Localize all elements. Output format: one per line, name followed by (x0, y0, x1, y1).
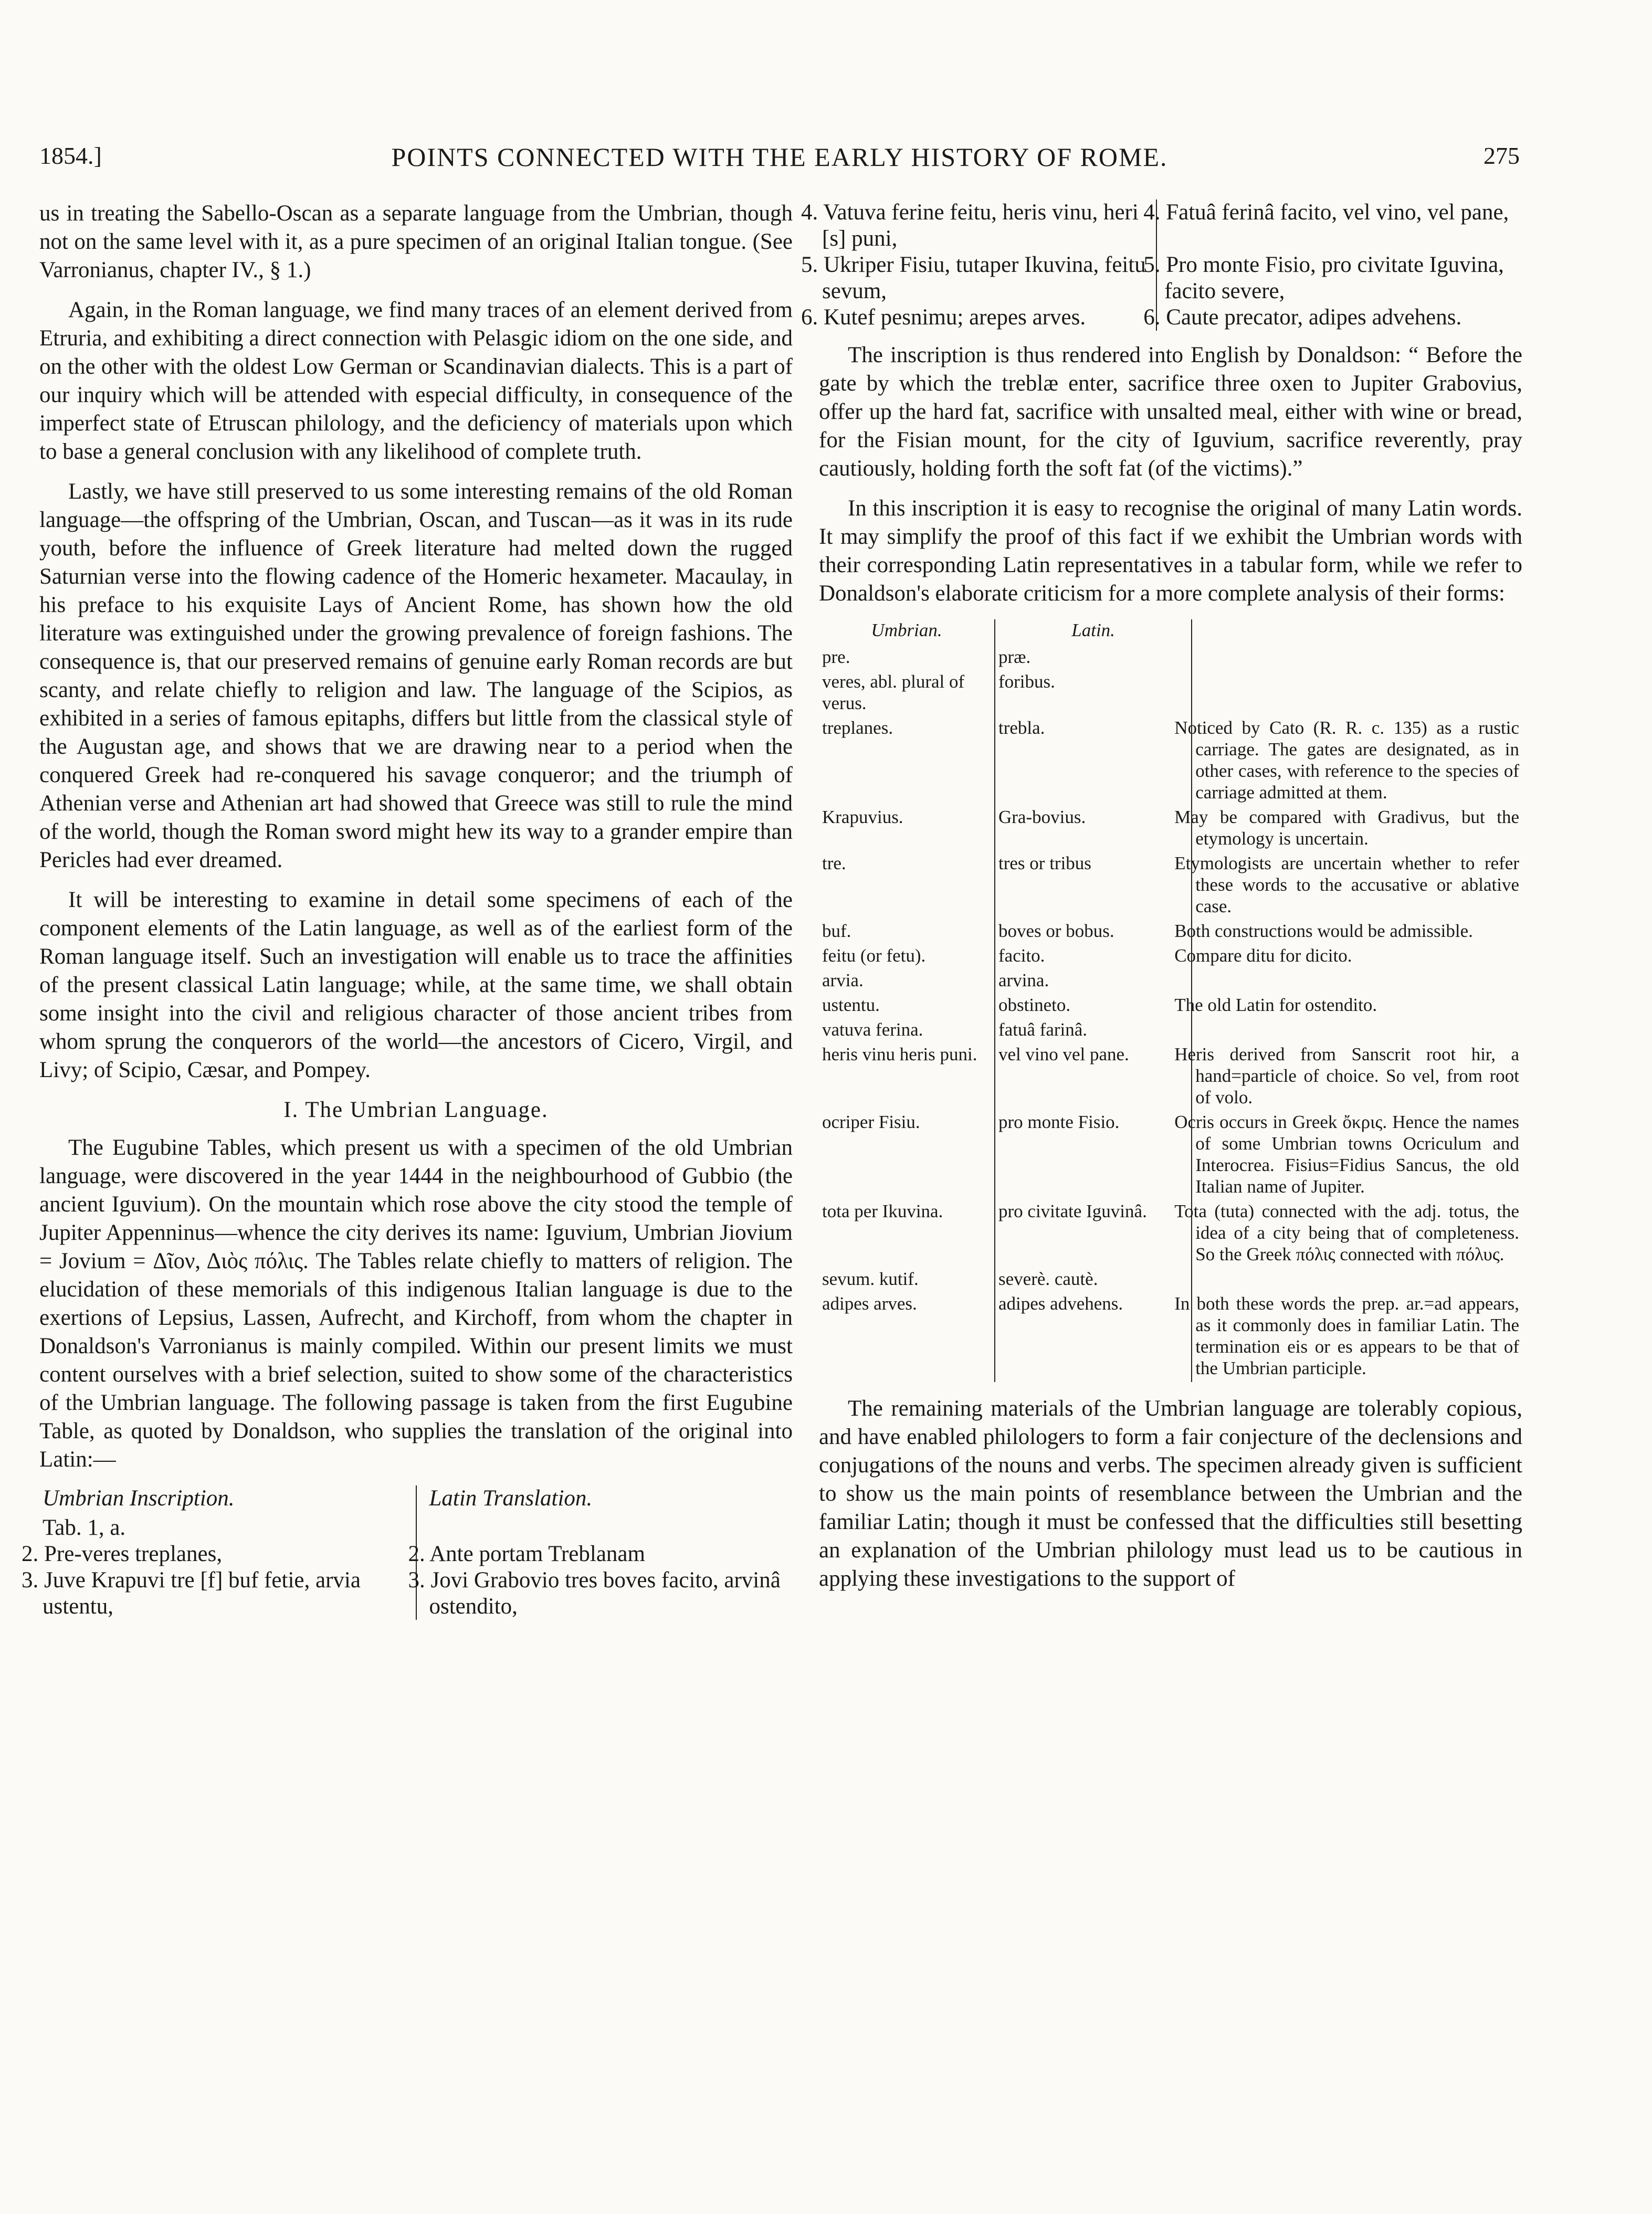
note: In both these words the prep. ar.=ad appears, as it commonly does in familiar Latin. The termination eis or es appears to be that of the Umbrian participle. (1192, 1293, 1522, 1382)
table-row (819, 920, 1522, 945)
right-column (801, 199, 1522, 1605)
note: Ocris occurs in Greek ὄκρις. Hence the names of some Umbrian towns Ocriculum and Interocrea. Fisius=Fidius Sancus, the old Italian name of Jupiter. (1192, 1111, 1522, 1200)
latin-word: boves or bobus. (995, 920, 1192, 945)
umbrian-word: tre. (822, 853, 846, 873)
umbrian-word: treplanes. (822, 718, 893, 738)
umbrian-word: sevum. kutif. (822, 1269, 919, 1289)
note: Tota (tuta) connected with the adj. totus, the idea of a city being that of completeness. So the Greek πόλις connected with πόλυς. (1192, 1200, 1522, 1268)
paragraph: The inscription is thus rendered into English by Donaldson: “ Before the gate by which the treblæ enter, sacrifice three oxen to Jupiter Grabovius, offer up the hard fat, sacrifice with unsalted meal, either with wine or bread, for the Fisian mount, for the city of Iguvium, sacrifice reverently, pray cautiously, holding forth the soft fat (of the victims).” (819, 343, 1522, 481)
note (1192, 1019, 1522, 1043)
umbrian-word: feitu (or fetu). (822, 945, 926, 966)
umbrian-word: veres, abl. plural of verus. (822, 671, 965, 713)
note: The old Latin for ostendito. (1192, 994, 1522, 1019)
latin-word: obstineto. (995, 994, 1192, 1019)
umbrian-line: 3. Juve Krapuvi tre [f] buf fetie, arvia ustentu, (39, 1567, 416, 1620)
latin-heading: Latin. (995, 619, 1192, 646)
running-header (39, 142, 1520, 184)
note (1192, 969, 1522, 994)
table-row (819, 806, 1522, 852)
table-row (819, 1293, 1522, 1382)
table-row (819, 1268, 1522, 1293)
umbrian-word: pre. (822, 647, 850, 667)
paragraph: Lastly, we have still preserved to us some interesting remains of the old Roman language—the offspring of the Umbrian, Oscan, and Tuscan—as it was in its rude youth, before the influence of Greek literature had melted down the rugged Saturnian verse into the flowing cadence of the Homeric hexameter. Macaulay, in his preface to his exquisite Lays of Ancient Rome, has shown how the old literature was extinguished under the growing prevalence of foreign fashions. The consequence is, that our preserved remains of genuine early Roman records are but scanty, and relate chiefly to religion and law. The language of the Scipios, as exhibited in a series of famous epitaphs, differs but little from the classical style of the Augustan age, and shows that we are drawing near to a period when the conquered Greek had re-conquered his savage conqueror; and the triumph of Athenian verse and Athenian art had showed that Greece was still to rule the mind of the world, though the Roman sword might hew its way to a grander empire than Pericles had ever dreamed. (39, 479, 793, 872)
left-column (22, 199, 793, 1620)
latin-word: pro civitate Iguvinâ. (995, 1200, 1192, 1268)
note: Noticed by Cato (R. R. c. 135) as a rustic carriage. The gates are designated, as in other cases, with reference to the species of carriage admitted at them. (1192, 717, 1522, 806)
inscription-continuation (801, 199, 1522, 331)
umbrian-line: 2. Pre-veres treplanes, (39, 1541, 416, 1567)
latin-word: præ. (995, 646, 1192, 671)
page-number: 275 (1483, 142, 1520, 169)
latin-line: 3. Jovi Grabovio tres boves facito, arvinâ ostendito, (408, 1568, 781, 1619)
header-year: 1854.] (39, 142, 102, 169)
table-row (819, 969, 1522, 994)
latin-word: tres or tribus (995, 852, 1192, 920)
table-row (819, 1019, 1522, 1043)
latin-word: trebla. (995, 717, 1192, 806)
umbrian-line: 4. Vatuva ferine feitu, heris vinu, heri [s] puni, (819, 199, 1156, 252)
latin-translation-heading: Latin Translation. (429, 1486, 593, 1511)
note: Heris derived from Sanscrit root hir, a hand=particle of choice. So vel, from root of volo. (1192, 1043, 1522, 1111)
table-row (819, 1200, 1522, 1268)
latin-word: arvina. (995, 969, 1192, 994)
latin-line: 6. Caute precator, adipes advehens. (1143, 305, 1462, 330)
inscription-table (22, 1485, 793, 1620)
table-row (819, 852, 1522, 920)
umbrian-word: buf. (822, 921, 851, 941)
umbrian-line: 5. Ukriper Fisiu, tutaper Ikuvina, feitu sevum, (819, 252, 1156, 304)
section-title: I. The Umbrian Language. (283, 1098, 549, 1122)
latin-word: facito. (995, 945, 1192, 969)
umbrian-heading: Umbrian. (871, 620, 942, 640)
umbrian-line: 6. Kutef pesnimu; arepes arves. (819, 304, 1156, 331)
note (1192, 1268, 1522, 1293)
umbrian-word: heris vinu heris puni. (822, 1044, 977, 1064)
latin-line: 4. Fatuâ ferinâ facito, vel vino, vel pane, (1143, 200, 1509, 225)
paragraph: The Eugubine Tables, which present us with a specimen of the old Umbrian language, were discovered in the year 1444 in the neighbourhood of Gubbio (the ancient Iguvium). On the mountain which rose above the city stood the temple of Jupiter Appenninus—whence the city derives its name: Iguvium, Umbrian Jiovium = Jovium = Δῖον, Διὸς πόλις. The Tables relate chiefly to matters of religion. The elucidation of these memorials of this indigenous Italian language is due to the exertions of Lepsius, Lassen, Aufrecht, and Kirchoff, from whom the chapter in Donaldson's Varronianus is mainly compiled. Within our present limits we must content ourselves with a brief selection, suited to show some of the characteristics of the Umbrian language. The following passage is taken from the first Eugubine Table, as quoted by Donaldson, who supplies the translation of the original into Latin:— (39, 1135, 793, 1472)
umbrian-word: Krapuvius. (822, 807, 903, 827)
header-title: POINTS CONNECTED WITH THE EARLY HISTORY OF ROME. (391, 142, 1168, 172)
latin-line: 2. Ante portam Treblanam (408, 1542, 645, 1566)
umbrian-inscription-heading: Umbrian Inscription. (39, 1485, 416, 1515)
umbrian-word: ocriper Fisiu. (822, 1112, 920, 1132)
table-row (819, 945, 1522, 969)
latin-word: Gra-bovius. (995, 806, 1192, 852)
latin-word: foribus. (995, 671, 1192, 717)
note: Both constructions would be admissible. (1192, 920, 1522, 945)
paragraph: It will be interesting to examine in detail some specimens of each of the component elements of the Latin language, as well as of the earliest form of the Roman language itself. Such an investigation will enable us to trace the affinities of the present classical Latin language; while, at the same time, we shall obtain some insight into the civil and religious character of those ancient tribes from whom sprung the conquerors of the world—the ancestors of Cicero, Virgil, and Livy; of Scipio, Cæsar, and Pompey. (39, 888, 793, 1082)
comparison-table (819, 619, 1522, 1382)
paragraph: Again, in the Roman language, we find many traces of an element derived from Etruria, and exhibiting a direct connection with Pelasgic idiom on the one side, and on the other with the oldest Low German or Scandinavian dialects. This is a part of our inquiry which will be attended with especial difficulty, in consequence of the imperfect state of Etruscan philology, and the deficiency of materials upon which to base a general conclusion with any likelihood of complete truth. (39, 298, 793, 464)
umbrian-word: ustentu. (822, 995, 880, 1015)
note (1192, 646, 1522, 671)
latin-word: adipes advehens. (995, 1293, 1192, 1382)
paragraph: us in treating the Sabello-Oscan as a separate language from the Umbrian, though not on the same level with it, as a pure specimen of an original Italian tongue. (See Varronianus, chapter IV., § 1.) (39, 201, 793, 282)
table-row (819, 671, 1522, 717)
table-row (819, 1043, 1522, 1111)
table-row (819, 646, 1522, 671)
latin-word: fatuâ farinâ. (995, 1019, 1192, 1043)
table-row (819, 717, 1522, 806)
umbrian-word: adipes arves. (822, 1293, 917, 1314)
umbrian-word: tota per Ikuvina. (822, 1201, 943, 1221)
note: Compare ditu for dicito. (1192, 945, 1522, 969)
note: May be compared with Gradivus, but the etymology is uncertain. (1192, 806, 1522, 852)
latin-word: severè. cautè. (995, 1268, 1192, 1293)
paragraph: In this inscription it is easy to recognise the original of many Latin words. It may simplify the proof of this fact if we exhibit the Umbrian words with their corresponding Latin representatives in a tabular form, while we refer to Donaldson's elaborate criticism for a more complete analysis of their forms: (819, 496, 1522, 606)
note (1192, 671, 1522, 717)
latin-word: pro monte Fisio. (995, 1111, 1192, 1200)
latin-word: vel vino vel pane. (995, 1043, 1192, 1111)
table-ref: Tab. 1, a. (39, 1515, 416, 1541)
table-row (819, 1111, 1522, 1200)
note: Etymologists are uncertain whether to refer these words to the accusative or ablative case. (1192, 852, 1522, 920)
latin-line: 5. Pro monte Fisio, pro civitate Iguvina, facito severe, (1143, 252, 1504, 303)
umbrian-word: vatuva ferina. (822, 1019, 923, 1040)
paragraph: The remaining materials of the Umbrian language are tolerably copious, and have enabled philologers to form a fair conjecture of the declensions and conjugations of the nouns and verbs. The specimen already given is sufficient to show us the main points of resemblance between the Umbrian and the familiar Latin; though it must be confessed that the difficulties still besetting an explanation of the Umbrian philology must lead us to be cautious in applying these investigations to the support of (819, 1396, 1522, 1591)
table-row (819, 994, 1522, 1019)
umbrian-word: arvia. (822, 970, 864, 990)
